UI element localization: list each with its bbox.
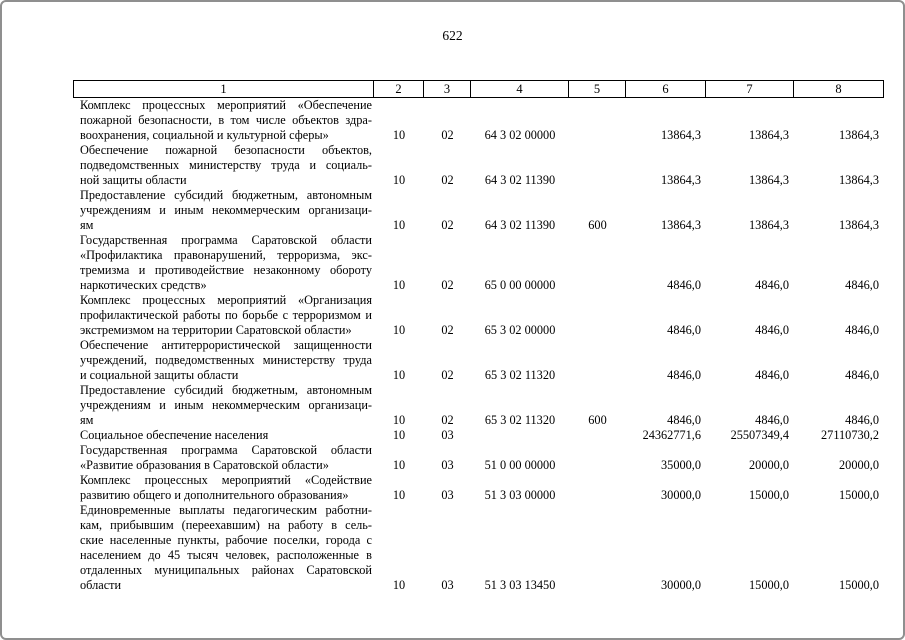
cell-amount-year3: 13864,3 <box>839 173 879 187</box>
cell-amount-year3: 13864,3 <box>839 218 879 232</box>
program-name-cell <box>73 188 374 233</box>
program-name-line: Социальное обеспечение населения <box>80 428 269 442</box>
program-name-line: Комплекс процессных мероприятий «Обеспечение <box>80 98 372 112</box>
program-name-line: и социальной защиты области <box>80 368 239 382</box>
table-row <box>73 143 884 188</box>
table-row <box>73 338 884 383</box>
program-name-line: Обеспечение пожарной безопасности объектов, <box>80 143 372 157</box>
cell-amount-year3: 4846,0 <box>845 413 879 427</box>
cell-amount-year1: 13864,3 <box>661 128 701 142</box>
table-row <box>73 428 884 443</box>
cell-podrazdel: 03 <box>441 458 454 472</box>
program-name-line: учреждений, подведомственных министерству труда <box>80 353 372 367</box>
cell-amount-year1: 30000,0 <box>661 488 701 502</box>
program-name-cell <box>73 233 374 293</box>
program-name-cell <box>73 443 374 473</box>
cell-target-article: 51 3 03 00000 <box>484 488 556 502</box>
cell-podrazdel: 02 <box>441 173 454 187</box>
program-name-line: наркотических средств» <box>80 278 207 292</box>
table-row <box>73 98 884 143</box>
program-name-cell <box>73 98 374 143</box>
program-name-line: развитию общего и дополнительного образования» <box>80 488 349 502</box>
cell-amount-year1: 24362771,6 <box>642 428 701 442</box>
program-name-line: Государственная программа Саратовской области <box>80 233 372 247</box>
program-name-cell <box>73 143 374 188</box>
cell-amount-year1: 30000,0 <box>661 578 701 592</box>
header-cell: 4 <box>471 80 569 98</box>
cell-amount-year2: 4846,0 <box>755 413 789 427</box>
header-cell: 8 <box>794 80 884 98</box>
cell-target-article <box>471 428 569 443</box>
cell-razdel: 10 <box>392 278 406 292</box>
cell-expense-type <box>569 293 626 338</box>
program-name-cell <box>73 428 374 443</box>
table-row <box>73 233 884 293</box>
program-name-line: учреждениям и иным некоммерческим организаци- <box>80 398 372 412</box>
program-name-line: области <box>80 578 122 592</box>
program-name-line: ной защиты области <box>80 173 187 187</box>
cell-amount-year2: 15000,0 <box>749 578 789 592</box>
cell-target-article: 64 3 02 00000 <box>484 128 556 142</box>
cell-podrazdel: 02 <box>441 218 454 232</box>
program-name-cell <box>73 293 374 338</box>
cell-amount-year2: 4846,0 <box>755 278 789 292</box>
cell-amount-year1: 4846,0 <box>667 368 701 382</box>
header-cell: 7 <box>706 80 794 98</box>
cell-expense-type <box>569 143 626 188</box>
program-name-line: населением до 45 тысяч человек, расположенные в <box>80 548 372 562</box>
cell-target-article: 65 3 02 11320 <box>484 413 556 427</box>
cell-podrazdel: 03 <box>441 428 454 442</box>
cell-razdel: 10 <box>392 458 406 472</box>
program-name-line: ские населенные пункты, рабочие поселки, города с <box>80 533 372 547</box>
program-name-line: экстремизмом на территории Саратовской области» <box>80 323 352 337</box>
program-name-line: учреждениям и иным некоммерческим организаци- <box>80 203 372 217</box>
program-name-cell <box>73 383 374 428</box>
cell-amount-year2: 20000,0 <box>749 458 789 472</box>
cell-podrazdel: 02 <box>441 278 454 292</box>
program-name-line: кам, прибывшим (переехавшим) на работу в сель- <box>80 518 372 532</box>
table-header-row <box>73 80 884 98</box>
cell-expense-type <box>569 98 626 143</box>
table-row <box>73 293 884 338</box>
budget-table <box>73 80 884 593</box>
program-name-line: воохранения, социальной и культурной сферы» <box>80 128 329 142</box>
cell-podrazdel: 02 <box>441 323 454 337</box>
cell-amount-year2: 13864,3 <box>749 128 789 142</box>
table-row <box>73 473 884 503</box>
program-name-cell <box>73 503 374 593</box>
cell-podrazdel: 03 <box>441 488 454 502</box>
cell-razdel: 10 <box>392 128 406 142</box>
cell-amount-year3: 27110730,2 <box>821 428 879 442</box>
cell-podrazdel: 03 <box>441 578 454 592</box>
program-name-line: подведомственных министерству труда и социаль- <box>80 158 372 172</box>
header-cell: 6 <box>626 80 706 98</box>
cell-expense-type <box>569 473 626 503</box>
cell-razdel: 10 <box>392 578 406 592</box>
program-name-line: «Профилактика правонарушений, терроризма, экс- <box>80 248 372 262</box>
cell-podrazdel: 02 <box>441 368 454 382</box>
cell-razdel: 10 <box>392 413 406 427</box>
cell-expense-type <box>569 338 626 383</box>
cell-amount-year3: 13864,3 <box>839 128 879 142</box>
program-name-cell <box>73 338 374 383</box>
program-name-line: ям <box>80 218 94 232</box>
header-cell: 3 <box>424 80 471 98</box>
cell-amount-year1: 35000,0 <box>661 458 701 472</box>
cell-amount-year1: 13864,3 <box>661 218 701 232</box>
table-header <box>73 80 884 98</box>
cell-expense-type <box>569 428 626 443</box>
header-cell: 1 <box>73 80 374 98</box>
program-name-line: Комплекс процессных мероприятий «Организация <box>80 293 372 307</box>
program-name-line: ям <box>80 413 94 427</box>
table-body <box>73 98 884 593</box>
cell-razdel: 10 <box>392 368 406 382</box>
cell-amount-year1: 4846,0 <box>667 278 701 292</box>
cell-razdel: 10 <box>392 323 406 337</box>
program-name-line: Предоставление субсидий бюджетным, автономным <box>80 188 372 202</box>
program-name-line: Комплекс процессных мероприятий «Содействие <box>80 473 372 487</box>
program-name-cell <box>73 473 374 503</box>
cell-amount-year1: 4846,0 <box>667 413 701 427</box>
cell-expense-type <box>569 503 626 593</box>
cell-amount-year3: 4846,0 <box>845 323 879 337</box>
cell-target-article: 65 3 02 00000 <box>484 323 556 337</box>
program-name-line: Государственная программа Саратовской области <box>80 443 372 457</box>
header-cell: 2 <box>374 80 424 98</box>
cell-target-article: 51 3 03 13450 <box>484 578 556 592</box>
table-row <box>73 188 884 233</box>
cell-expense-type <box>569 233 626 293</box>
cell-target-article: 51 0 00 00000 <box>484 458 556 472</box>
cell-podrazdel: 02 <box>441 128 454 142</box>
program-name-line: тремизма и противодействие незаконному обороту <box>80 263 372 277</box>
cell-amount-year2: 13864,3 <box>749 218 789 232</box>
table-row <box>73 383 884 428</box>
cell-amount-year3: 15000,0 <box>839 578 879 592</box>
cell-amount-year3: 4846,0 <box>845 278 879 292</box>
cell-razdel: 10 <box>392 218 406 232</box>
cell-amount-year3: 20000,0 <box>839 458 879 472</box>
cell-amount-year2: 15000,0 <box>749 488 789 502</box>
cell-amount-year2: 4846,0 <box>755 368 789 382</box>
cell-amount-year3: 4846,0 <box>845 368 879 382</box>
cell-amount-year2: 13864,3 <box>749 173 789 187</box>
cell-amount-year2: 25507349,4 <box>730 428 789 442</box>
cell-podrazdel: 02 <box>441 413 454 427</box>
program-name-line: Предоставление субсидий бюджетным, автономным <box>80 383 372 397</box>
cell-expense-type: 600 <box>588 413 607 427</box>
program-name-line: Единовременные выплаты педагогическим работни- <box>80 503 372 517</box>
cell-expense-type: 600 <box>588 218 607 232</box>
cell-target-article: 65 3 02 11320 <box>484 368 556 382</box>
program-name-line: Обеспечение антитеррористической защищенности <box>80 338 372 352</box>
cell-amount-year1: 13864,3 <box>661 173 701 187</box>
table-row <box>73 443 884 473</box>
cell-target-article: 64 3 02 11390 <box>484 218 556 232</box>
cell-razdel: 10 <box>392 428 406 442</box>
cell-razdel: 10 <box>392 488 406 502</box>
table-row <box>73 503 884 593</box>
program-name-line: «Развитие образования в Саратовской области» <box>80 458 329 472</box>
cell-expense-type <box>569 443 626 473</box>
program-name-line: профилактической работы по борьбе с терроризмом и <box>80 308 372 322</box>
cell-razdel: 10 <box>392 173 406 187</box>
header-cell: 5 <box>569 80 626 98</box>
cell-amount-year2: 4846,0 <box>755 323 789 337</box>
cell-amount-year3: 15000,0 <box>839 488 879 502</box>
cell-target-article: 64 3 02 11390 <box>484 173 556 187</box>
cell-target-article: 65 0 00 00000 <box>484 278 556 292</box>
cell-amount-year1: 4846,0 <box>667 323 701 337</box>
program-name-line: отдаленных муниципальных районах Саратовской <box>80 563 372 577</box>
program-name-line: пожарной безопасности, в том числе объектов здра- <box>80 113 372 127</box>
page-number: 622 <box>442 28 463 43</box>
